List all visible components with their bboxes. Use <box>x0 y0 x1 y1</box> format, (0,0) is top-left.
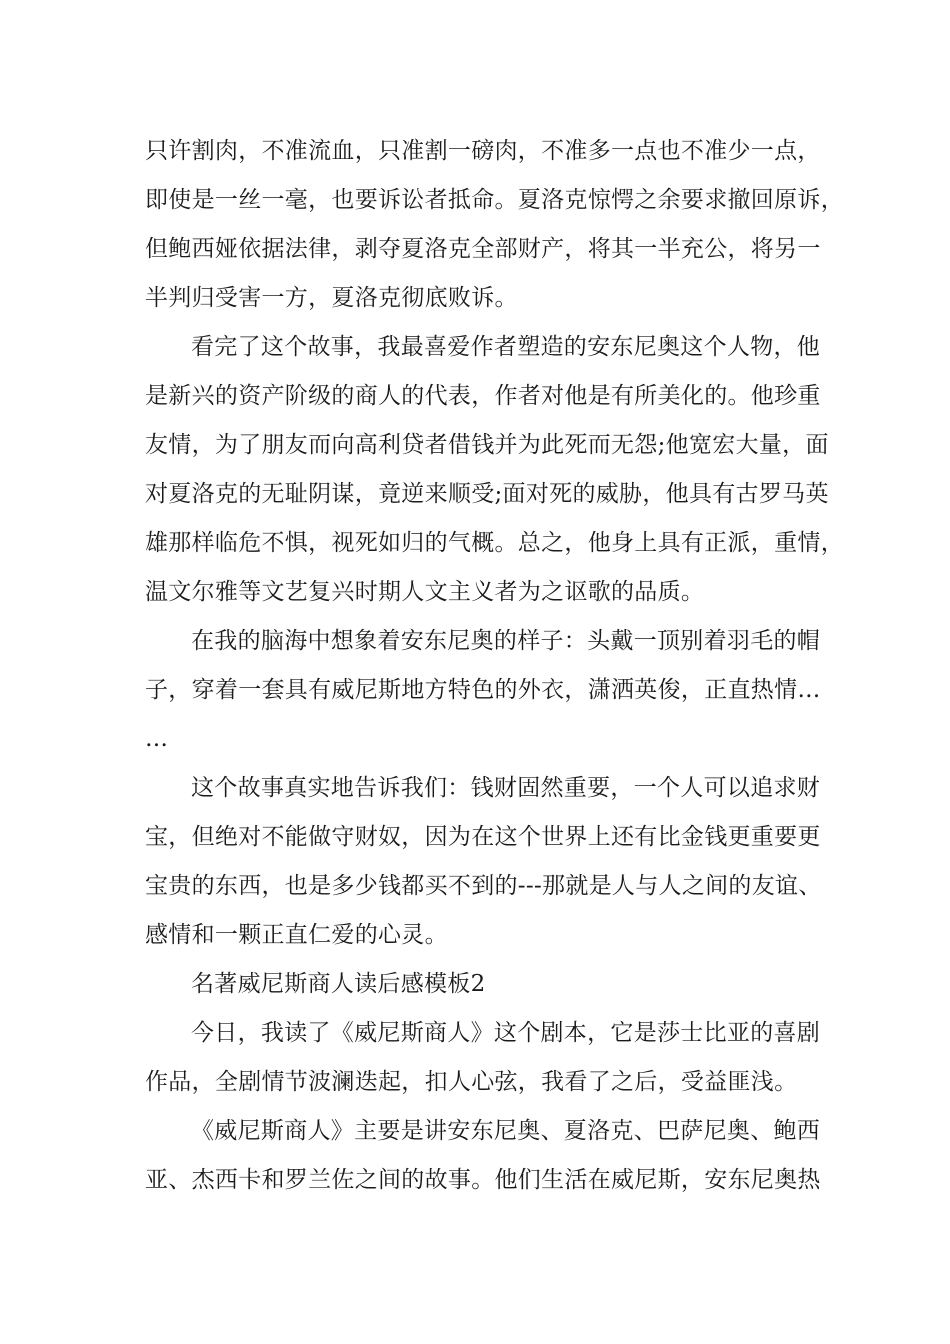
text-line: 这个故事真实地告诉我们：钱财固然重要，一个人可以追求财 <box>191 775 821 801</box>
paragraph-6 <box>145 1009 821 1107</box>
text-line: 宝贵的东西，也是多少钱都买不到的---那就是人与人之间的友谊、 <box>145 873 822 899</box>
text-line: 亚、杰西卡和罗兰佐之间的故事。他们生活在威尼斯，安东尼奥热 <box>145 1167 821 1193</box>
text-line: 今日，我读了《威尼斯商人》这个剧本，它是莎士比亚的喜剧 <box>191 1020 821 1046</box>
text-line: … <box>145 726 169 752</box>
text-line: 雄那样临危不惧，视死如归的气概。总之，他身上具有正派，重情， <box>145 530 844 556</box>
paragraph-3 <box>145 617 821 764</box>
text-line: 只许割肉，不准流血，只准割一磅肉，不准多一点也不准少一点， <box>145 138 821 164</box>
text-line: 在我的脑海中想象着安东尼奥的样子：头戴一顶别着羽毛的帽 <box>191 628 821 654</box>
text-line: 《威尼斯商人》主要是讲安东尼奥、夏洛克、巴萨尼奥、鲍西 <box>191 1118 821 1144</box>
text-line: 半判归受害一方，夏洛克彻底败诉。 <box>145 285 518 311</box>
paragraph-7 <box>145 1107 821 1205</box>
text-line: 但鲍西娅依据法律，剥夺夏洛克全部财产，将其一半充公，将另一 <box>145 236 821 262</box>
paragraph-1 <box>145 127 844 323</box>
text-line: 是新兴的资产阶级的商人的代表，作者对他是有所美化的。他珍重 <box>145 383 821 409</box>
text-line: 温文尔雅等文艺复兴时期人文主义者为之讴歌的品质。 <box>145 579 705 605</box>
text-line: 即使是一丝一毫，也要诉讼者抵命。夏洛克惊愕之余要求撤回原诉， <box>145 187 844 213</box>
text-line: 宝，但绝对不能做守财奴，因为在这个世界上还有比金钱更重要更 <box>145 824 821 850</box>
text-line: 感情和一颗正直仁爱的心灵。 <box>145 922 448 948</box>
text-line: 子，穿着一套具有威尼斯地方特色的外衣，潇洒英俊，正直热情… <box>145 677 821 703</box>
paragraph-4 <box>145 764 822 960</box>
document-body <box>145 127 844 1205</box>
text-line: 友情，为了朋友而向高利贷者借钱并为此死而无怨;他宽宏大量，面 <box>145 432 829 458</box>
section-heading <box>145 960 810 1009</box>
paragraph-2 <box>145 323 844 617</box>
text-line: 看完了这个故事，我最喜爱作者塑造的安东尼奥这个人物，他 <box>191 334 821 360</box>
text-line: 对夏洛克的无耻阴谋，竟逆来顺受;面对死的威胁，他具有古罗马英 <box>145 481 829 507</box>
text-line: 作品，全剧情节波澜迭起，扣人心弦，我看了之后，受益匪浅。 <box>145 1069 798 1095</box>
heading-text: 名著威尼斯商人读后感模板2 <box>191 971 486 997</box>
